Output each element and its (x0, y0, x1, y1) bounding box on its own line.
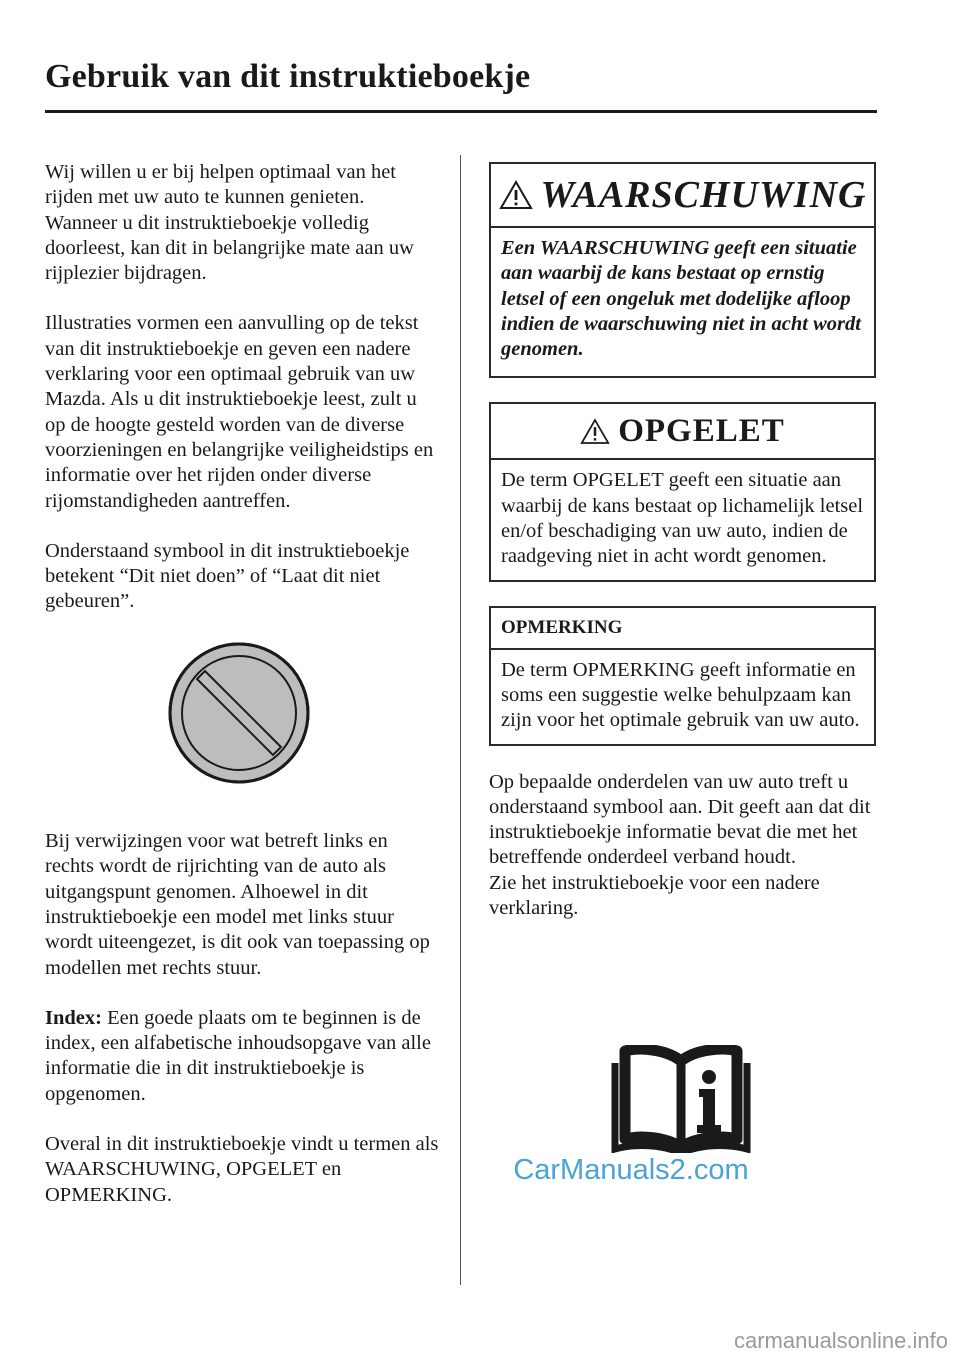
left-right-paragraph: Bij verwijzingen voor wat betreft links en rechts wordt de rijrichting van de auto als uitgangspunt genomen. Alhoewel in dit instruktieboekje een model met links stuur wordt uiteengezet, is dit ook van toepassing op modellen met rechts stuur. (45, 830, 430, 979)
caution-text: De term OPGELET geeft een situatie aan waarbij de kans bestaat op lichamelijk letsel en/of beschadiging van uw auto, indien de raadgeving niet in acht wordt genomen. (501, 469, 864, 568)
intro-paragraph: Wij willen u er bij helpen optimaal van het rijden met uw auto te kunnen genieten. Wanneer u dit instruktieboekje volledig doorleest, kan dit in belangrijke mate aan uw rijplezier bijdragen. (45, 161, 414, 285)
warning-text: Een WAARSCHUWING geeft een situatie aan waarbij de kans bestaat op ernstig letsel of een ongeluk met dodelijke afloop indien de waarschuwing niet in acht wordt genomen. (501, 237, 861, 361)
warning-title: WAARSCHUWING (540, 174, 867, 216)
caution-title: OPGELET (618, 412, 785, 449)
warning-triangle-icon (499, 180, 533, 210)
caution-header (491, 404, 874, 460)
footer-watermark: carmanualsonline.info (733, 1328, 948, 1353)
warning-box (489, 162, 876, 378)
refer-manual-paragraph: Zie het instruktieboekje voor een nadere verklaring. (489, 871, 820, 920)
index-label: Index: (45, 1006, 102, 1029)
note-title: OPMERKING (501, 616, 623, 638)
left-column (45, 160, 440, 1233)
warning-triangle-icon (580, 418, 610, 445)
index-paragraph (45, 1006, 440, 1107)
column-divider (460, 155, 461, 1285)
note-header (491, 608, 874, 650)
book-symbol-paragraph: Op bepaalde onderdelen van uw auto treft u onderstaand symbool aan. Dit geeft aan dat dit instruktieboekje informatie bevat die met het betreffende onderdeel verband houdt. (489, 770, 871, 869)
illustrations-paragraph: Illustraties vormen een aanvulling op de tekst van dit instruktieboekje en geven een nadere verklaring voor een optimaal gebruik van uw Mazda. Als u dit instruktieboekje leest, zult u op de hoogte gesteld worden van de diverse voorzieningen en belangrijke veiligheidstips en informatie over het rijden onder diverse rijomstandigheden aantreffen. (45, 312, 434, 512)
prohibition-icon (166, 640, 312, 786)
manual-info-icon (611, 1045, 751, 1153)
warning-header (491, 164, 874, 228)
index-text: Een goede plaats om te beginnen is de index, een alfabetische inhoudsopgave van alle informatie die in dit instruktieboekje is opgenomen. (45, 1006, 431, 1105)
right-column (489, 162, 876, 921)
caution-box (489, 402, 876, 581)
terms-paragraph: Overal in dit instruktieboekje vindt u termen als WAARSCHUWING, OPGELET en OPMERKING. (45, 1133, 439, 1206)
note-text: De term OPMERKING geeft informatie en soms een suggestie welke behulpzaam kan zijn voor het optimale gebruik van uw auto. (501, 658, 860, 732)
note-box (489, 606, 876, 746)
title-rule (45, 110, 877, 113)
symbol-paragraph: Onderstaand symbool in dit instruktieboekje betekent “Dit niet doen” of “Laat dit niet gebeuren”. (45, 539, 410, 613)
page-title: Gebruik van dit instruktieboekje (45, 58, 531, 95)
prohibition-figure (37, 640, 440, 793)
carmanuals-watermark: CarManuals2.com (513, 1154, 749, 1186)
